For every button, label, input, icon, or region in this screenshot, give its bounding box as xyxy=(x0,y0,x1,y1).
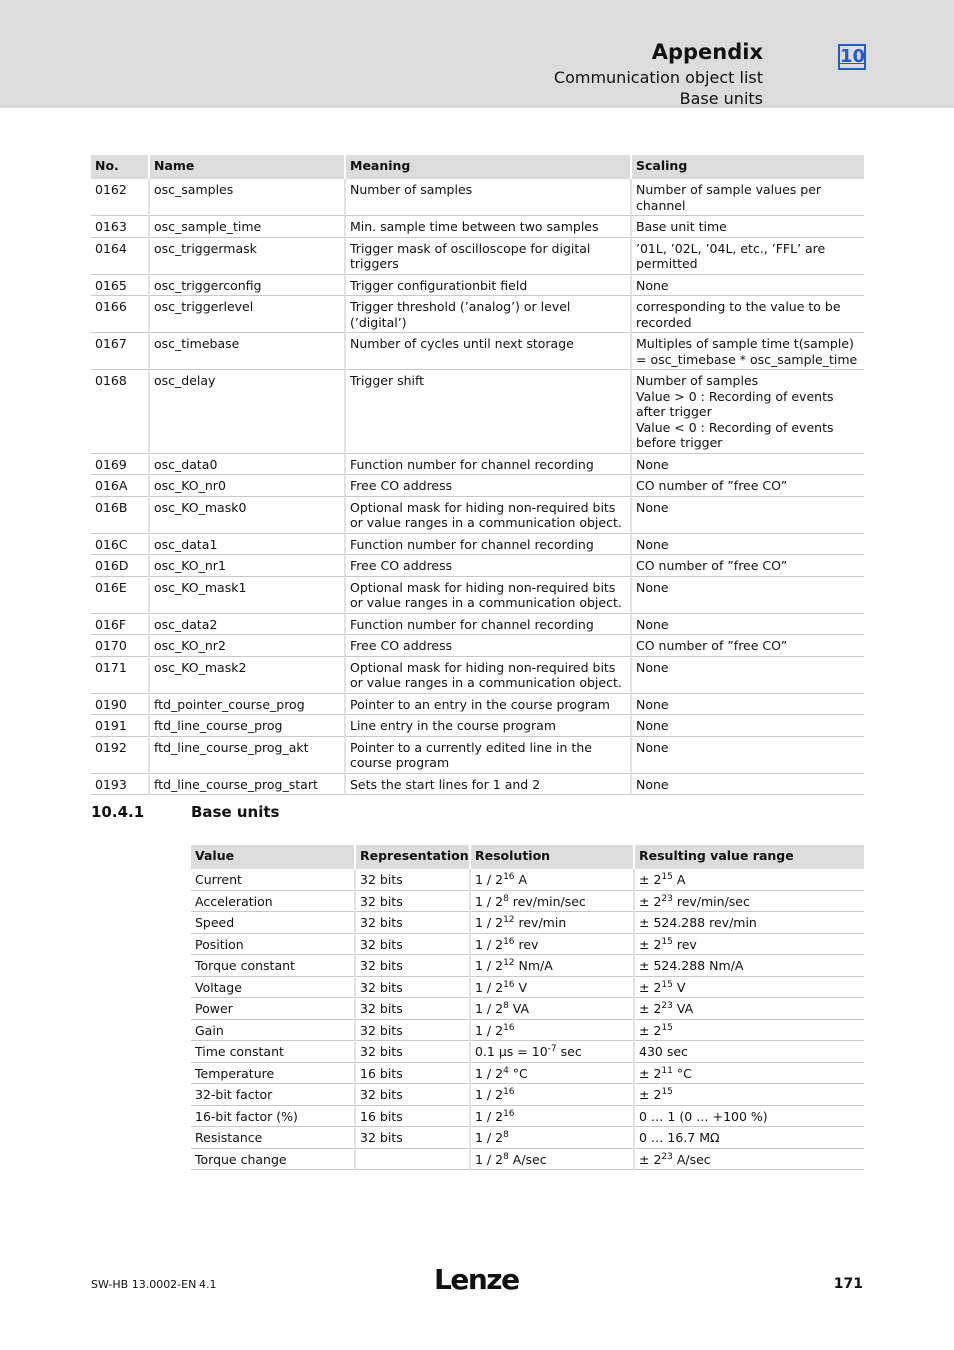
table-row xyxy=(91,496,864,533)
table-cell: 0168 xyxy=(91,370,149,454)
cell-text: 1 / 2 xyxy=(475,915,504,930)
range-cell xyxy=(634,1041,864,1063)
cell-unit: A xyxy=(514,872,528,887)
table-cell: osc_triggermask xyxy=(149,237,345,274)
table-row xyxy=(191,869,864,890)
table-cell: Function number for channel recording xyxy=(345,533,631,555)
cell-text: 1 / 2 xyxy=(475,958,504,973)
table-cell: None xyxy=(631,773,864,795)
table-cell: 016B xyxy=(91,496,149,533)
cell-unit: VA xyxy=(672,1001,694,1016)
table-cell: 0192 xyxy=(91,736,149,773)
exponent: 16 xyxy=(503,871,515,882)
lenze-logo: Lenze xyxy=(434,1263,519,1296)
exponent: 11 xyxy=(661,1065,673,1076)
table-cell: Number of samples xyxy=(345,179,631,216)
exponent: 23 xyxy=(661,893,673,904)
table-row xyxy=(91,475,864,497)
exponent: 16 xyxy=(503,1086,515,1097)
table-cell: CO number of ”free CO” xyxy=(631,555,864,577)
exponent: 16 xyxy=(503,1022,515,1033)
cell-text: 1 / 2 xyxy=(475,979,504,995)
table-cell: Optional mask for hiding non-required bits or value ranges in a communication object. xyxy=(345,496,631,533)
cell-text: 430 sec xyxy=(639,1044,688,1059)
range-cell xyxy=(634,890,864,912)
document-version: 4.1 xyxy=(199,1278,217,1291)
representation-cell: 32 bits xyxy=(355,933,470,955)
cell-unit: A/sec xyxy=(508,1151,547,1167)
exponent: 8 xyxy=(503,1129,509,1140)
table-row xyxy=(91,453,864,475)
value-cell: Voltage xyxy=(191,976,355,998)
table-cell: Optional mask for hiding non-required bits or value ranges in a communication object. xyxy=(345,576,631,613)
table-row xyxy=(191,1148,864,1170)
table-cell: osc_samples xyxy=(149,179,345,216)
table-cell: osc_KO_mask2 xyxy=(149,656,345,693)
representation-cell: 32 bits xyxy=(355,869,470,890)
table-row xyxy=(191,933,864,955)
cell-unit: rev/min xyxy=(514,915,567,930)
cell-unit: rev/min/sec xyxy=(672,893,750,909)
representation-cell: 32 bits xyxy=(355,976,470,998)
table-row xyxy=(91,693,864,715)
table-row xyxy=(91,370,864,454)
column-header: Meaning xyxy=(345,155,631,179)
cell-text: ± 2 xyxy=(639,936,662,952)
table-cell: 0169 xyxy=(91,453,149,475)
value-cell: Temperature xyxy=(191,1062,355,1084)
table-cell: ftd_line_course_prog xyxy=(149,715,345,737)
table-row xyxy=(191,998,864,1020)
table-cell: None xyxy=(631,715,864,737)
table-cell: Min. sample time between two samples xyxy=(345,216,631,238)
value-cell: Time constant xyxy=(191,1041,355,1063)
table-cell: osc_timebase xyxy=(149,333,345,370)
cell-text: 1 / 2 xyxy=(475,872,504,887)
exponent: 23 xyxy=(661,1151,673,1162)
range-cell xyxy=(634,869,864,890)
value-cell: 16-bit factor (%) xyxy=(191,1105,355,1127)
exponent: 12 xyxy=(503,957,515,968)
table-cell: 016F xyxy=(91,613,149,635)
cell-unit: V xyxy=(672,979,686,995)
table-cell: CO number of ”free CO” xyxy=(631,635,864,657)
table-cell: None xyxy=(631,496,864,533)
exponent: 16 xyxy=(503,979,515,990)
table-cell: ’01L, ’02L, ’04L, etc., ’FFL’ are permitted xyxy=(631,237,864,274)
table-cell: None xyxy=(631,533,864,555)
cell-text: ± 2 xyxy=(639,893,662,909)
table-row xyxy=(91,179,864,216)
page-number: 171 xyxy=(833,1276,863,1292)
page-title: Appendix xyxy=(651,40,763,64)
table-cell: Trigger threshold (’analog’) or level (’digital’) xyxy=(345,296,631,333)
column-header: Value xyxy=(191,845,355,869)
table-row xyxy=(91,274,864,296)
representation-cell: 32 bits xyxy=(355,1084,470,1106)
document-id: SW-HB 13.0002-EN xyxy=(91,1278,197,1291)
table-cell: ftd_line_course_prog_start xyxy=(149,773,345,795)
representation-cell xyxy=(355,1148,470,1170)
cell-text: 1 / 2 xyxy=(475,1065,504,1081)
range-cell xyxy=(634,933,864,955)
table-cell: CO number of ”free CO” xyxy=(631,475,864,497)
value-cell: Resistance xyxy=(191,1127,355,1149)
table-cell: 0166 xyxy=(91,296,149,333)
table-row xyxy=(191,955,864,977)
cell-text: 1 / 2 xyxy=(475,936,504,952)
table-cell: 0190 xyxy=(91,693,149,715)
cell-text: 1 / 2 xyxy=(475,1001,504,1016)
range-cell xyxy=(634,1084,864,1106)
exponent: 15 xyxy=(661,936,673,947)
cell-unit: rev/min/sec xyxy=(508,893,586,909)
range-cell xyxy=(634,1148,864,1170)
table-cell: 0167 xyxy=(91,333,149,370)
cell-text: ± 524.288 Nm/A xyxy=(639,958,744,973)
table-cell: osc_data0 xyxy=(149,453,345,475)
cell-unit: °C xyxy=(672,1065,692,1081)
table-row xyxy=(91,533,864,555)
representation-cell: 16 bits xyxy=(355,1062,470,1084)
table-cell: Number of cycles until next storage xyxy=(345,333,631,370)
table-cell: Free CO address xyxy=(345,475,631,497)
cell-unit: sec xyxy=(556,1044,582,1059)
table-cell: 0191 xyxy=(91,715,149,737)
table-cell: Function number for channel recording xyxy=(345,453,631,475)
table-row xyxy=(91,715,864,737)
chapter-link[interactable]: 10 xyxy=(838,44,866,70)
cell-unit: Nm/A xyxy=(514,958,553,973)
exponent: 12 xyxy=(503,914,515,925)
column-header: Resulting value range xyxy=(634,845,864,869)
exponent: 16 xyxy=(503,936,515,947)
table-cell: Line entry in the course program xyxy=(345,715,631,737)
page-subtitle-2: Base units xyxy=(679,89,763,108)
cell-text: ± 2 xyxy=(639,1022,662,1038)
table-row xyxy=(91,333,864,370)
value-cell: Gain xyxy=(191,1019,355,1041)
header-band xyxy=(0,0,954,108)
table-row xyxy=(191,976,864,998)
table-cell: None xyxy=(631,693,864,715)
table-row xyxy=(191,1062,864,1084)
table-cell: 016C xyxy=(91,533,149,555)
table-row xyxy=(91,216,864,238)
range-cell xyxy=(634,955,864,977)
value-cell: Current xyxy=(191,869,355,890)
table-cell: None xyxy=(631,613,864,635)
table-row xyxy=(91,613,864,635)
table-cell: 0162 xyxy=(91,179,149,216)
table-cell: ftd_pointer_course_prog xyxy=(149,693,345,715)
value-cell: 32-bit factor xyxy=(191,1084,355,1106)
cell-text: 0 … 1 (0 … +100 %) xyxy=(639,1108,768,1124)
representation-cell: 32 bits xyxy=(355,912,470,934)
table-cell: Free CO address xyxy=(345,555,631,577)
table-cell: osc_triggerlevel xyxy=(149,296,345,333)
resolution-cell xyxy=(470,1019,634,1041)
cell-text: ± 2 xyxy=(639,1151,662,1167)
exponent: 8 xyxy=(503,1151,509,1162)
table-cell: None xyxy=(631,736,864,773)
table-row xyxy=(91,555,864,577)
cell-text: 1 / 2 xyxy=(475,893,504,909)
table-cell: Pointer to an entry in the course program xyxy=(345,693,631,715)
table-cell: corresponding to the value to be recorded xyxy=(631,296,864,333)
cell-unit: A xyxy=(672,872,686,887)
representation-cell: 32 bits xyxy=(355,1127,470,1149)
exponent: 16 xyxy=(503,1108,515,1119)
exponent: 15 xyxy=(661,871,673,882)
representation-cell: 32 bits xyxy=(355,1041,470,1063)
cell-text: ± 2 xyxy=(639,1001,662,1016)
table-header-row xyxy=(91,155,864,179)
table-cell: 0170 xyxy=(91,635,149,657)
resolution-cell xyxy=(470,1041,634,1063)
section-title: Base units xyxy=(191,803,280,821)
cell-text: ± 2 xyxy=(639,979,662,995)
table-cell: osc_data1 xyxy=(149,533,345,555)
exponent: 15 xyxy=(661,1022,673,1033)
table-cell: ftd_line_course_prog_akt xyxy=(149,736,345,773)
cell-text: 1 / 2 xyxy=(475,1087,504,1102)
table-row xyxy=(91,576,864,613)
resolution-cell xyxy=(470,976,634,998)
table-row xyxy=(191,1084,864,1106)
value-cell: Acceleration xyxy=(191,890,355,912)
cell-unit: °C xyxy=(508,1065,528,1081)
column-header: Representation xyxy=(355,845,470,869)
exponent: 4 xyxy=(503,1065,509,1076)
cell-text: ± 524.288 rev/min xyxy=(639,915,757,930)
resolution-cell xyxy=(470,1062,634,1084)
table-row xyxy=(191,912,864,934)
range-cell xyxy=(634,1127,864,1149)
table-cell: 0163 xyxy=(91,216,149,238)
table-row xyxy=(91,296,864,333)
representation-cell: 32 bits xyxy=(355,955,470,977)
table-cell: Multiples of sample time t(sample) = osc_timebase * osc_sample_time xyxy=(631,333,864,370)
resolution-cell xyxy=(470,933,634,955)
cell-unit: A/sec xyxy=(672,1151,711,1167)
range-cell xyxy=(634,912,864,934)
table-cell: None xyxy=(631,656,864,693)
communication-object-table xyxy=(91,155,864,795)
table-row xyxy=(191,1105,864,1127)
cell-text: ± 2 xyxy=(639,872,662,887)
representation-cell: 32 bits xyxy=(355,1019,470,1041)
column-header: Resolution xyxy=(470,845,634,869)
table-cell: Trigger mask of oscilloscope for digital triggers xyxy=(345,237,631,274)
resolution-cell xyxy=(470,869,634,890)
page-subtitle-1: Communication object list xyxy=(553,68,763,87)
base-units-table xyxy=(191,845,864,1170)
column-header: No. xyxy=(91,155,149,179)
exponent: 8 xyxy=(503,1000,509,1011)
table-row xyxy=(91,656,864,693)
representation-cell: 32 bits xyxy=(355,998,470,1020)
exponent: 23 xyxy=(661,1000,673,1011)
cell-unit: rev xyxy=(672,936,697,952)
range-cell xyxy=(634,998,864,1020)
section-number: 10.4.1 xyxy=(91,803,145,821)
representation-cell: 16 bits xyxy=(355,1105,470,1127)
table-cell: osc_triggerconfig xyxy=(149,274,345,296)
resolution-cell xyxy=(470,998,634,1020)
value-cell: Torque constant xyxy=(191,955,355,977)
resolution-cell xyxy=(470,912,634,934)
cell-text: 1 / 2 xyxy=(475,1022,504,1038)
table-cell: Trigger shift xyxy=(345,370,631,454)
table-row xyxy=(91,736,864,773)
resolution-cell xyxy=(470,1084,634,1106)
table-cell: 0164 xyxy=(91,237,149,274)
table-row xyxy=(91,773,864,795)
cell-unit: rev xyxy=(514,936,539,952)
table-cell: osc_KO_nr2 xyxy=(149,635,345,657)
cell-text: ± 2 xyxy=(639,1065,662,1081)
table-row xyxy=(191,1127,864,1149)
representation-cell: 32 bits xyxy=(355,890,470,912)
resolution-cell xyxy=(470,955,634,977)
table-cell: Base unit time xyxy=(631,216,864,238)
table-cell: None xyxy=(631,576,864,613)
table-cell: osc_KO_mask0 xyxy=(149,496,345,533)
exponent: 15 xyxy=(661,979,673,990)
exponent: -7 xyxy=(547,1043,557,1054)
table-row xyxy=(191,890,864,912)
cell-text: ± 2 xyxy=(639,1087,662,1102)
resolution-cell xyxy=(470,1127,634,1149)
table-cell: Number of sample values per channel xyxy=(631,179,864,216)
table-cell: Optional mask for hiding non-required bits or value ranges in a communication object. xyxy=(345,656,631,693)
column-header: Name xyxy=(149,155,345,179)
table-cell: osc_KO_mask1 xyxy=(149,576,345,613)
resolution-cell xyxy=(470,1105,634,1127)
table-cell: 0193 xyxy=(91,773,149,795)
range-cell xyxy=(634,976,864,998)
table-cell: Trigger configurationbit field xyxy=(345,274,631,296)
table-row xyxy=(191,1041,864,1063)
table-cell: Function number for channel recording xyxy=(345,613,631,635)
table-cell: osc_KO_nr0 xyxy=(149,475,345,497)
table-cell: 0165 xyxy=(91,274,149,296)
range-cell xyxy=(634,1019,864,1041)
exponent: 15 xyxy=(661,1086,673,1097)
value-cell: Torque change xyxy=(191,1148,355,1170)
table-cell: 016A xyxy=(91,475,149,497)
table-cell: Free CO address xyxy=(345,635,631,657)
table-row xyxy=(191,1019,864,1041)
table-cell: Sets the start lines for 1 and 2 xyxy=(345,773,631,795)
cell-text: 1 / 2 xyxy=(475,1130,504,1145)
resolution-cell xyxy=(470,890,634,912)
cell-unit: V xyxy=(514,979,528,995)
table-cell: 016E xyxy=(91,576,149,613)
value-cell: Position xyxy=(191,933,355,955)
cell-text: 0.1 µs = 10 xyxy=(475,1044,548,1059)
table-cell: None xyxy=(631,274,864,296)
column-header: Scaling xyxy=(631,155,864,179)
value-cell: Power xyxy=(191,998,355,1020)
value-cell: Speed xyxy=(191,912,355,934)
cell-text: 0 … 16.7 MΩ xyxy=(639,1130,720,1145)
table-cell: osc_sample_time xyxy=(149,216,345,238)
table-cell: 016D xyxy=(91,555,149,577)
range-cell xyxy=(634,1062,864,1084)
table-cell: osc_data2 xyxy=(149,613,345,635)
cell-text: 1 / 2 xyxy=(475,1151,504,1167)
cell-text: 1 / 2 xyxy=(475,1108,504,1124)
table-header-row xyxy=(191,845,864,869)
table-row xyxy=(91,635,864,657)
table-cell: 0171 xyxy=(91,656,149,693)
resolution-cell xyxy=(470,1148,634,1170)
exponent: 8 xyxy=(503,893,509,904)
table-cell: None xyxy=(631,453,864,475)
table-row xyxy=(91,237,864,274)
range-cell xyxy=(634,1105,864,1127)
cell-unit: VA xyxy=(508,1001,530,1016)
table-cell: Number of samples Value > 0 : Recording of events after trigger Value < 0 : Recording of events before trigger xyxy=(631,370,864,454)
table-cell: osc_KO_nr1 xyxy=(149,555,345,577)
table-cell: Pointer to a currently edited line in the course program xyxy=(345,736,631,773)
table-cell: osc_delay xyxy=(149,370,345,454)
